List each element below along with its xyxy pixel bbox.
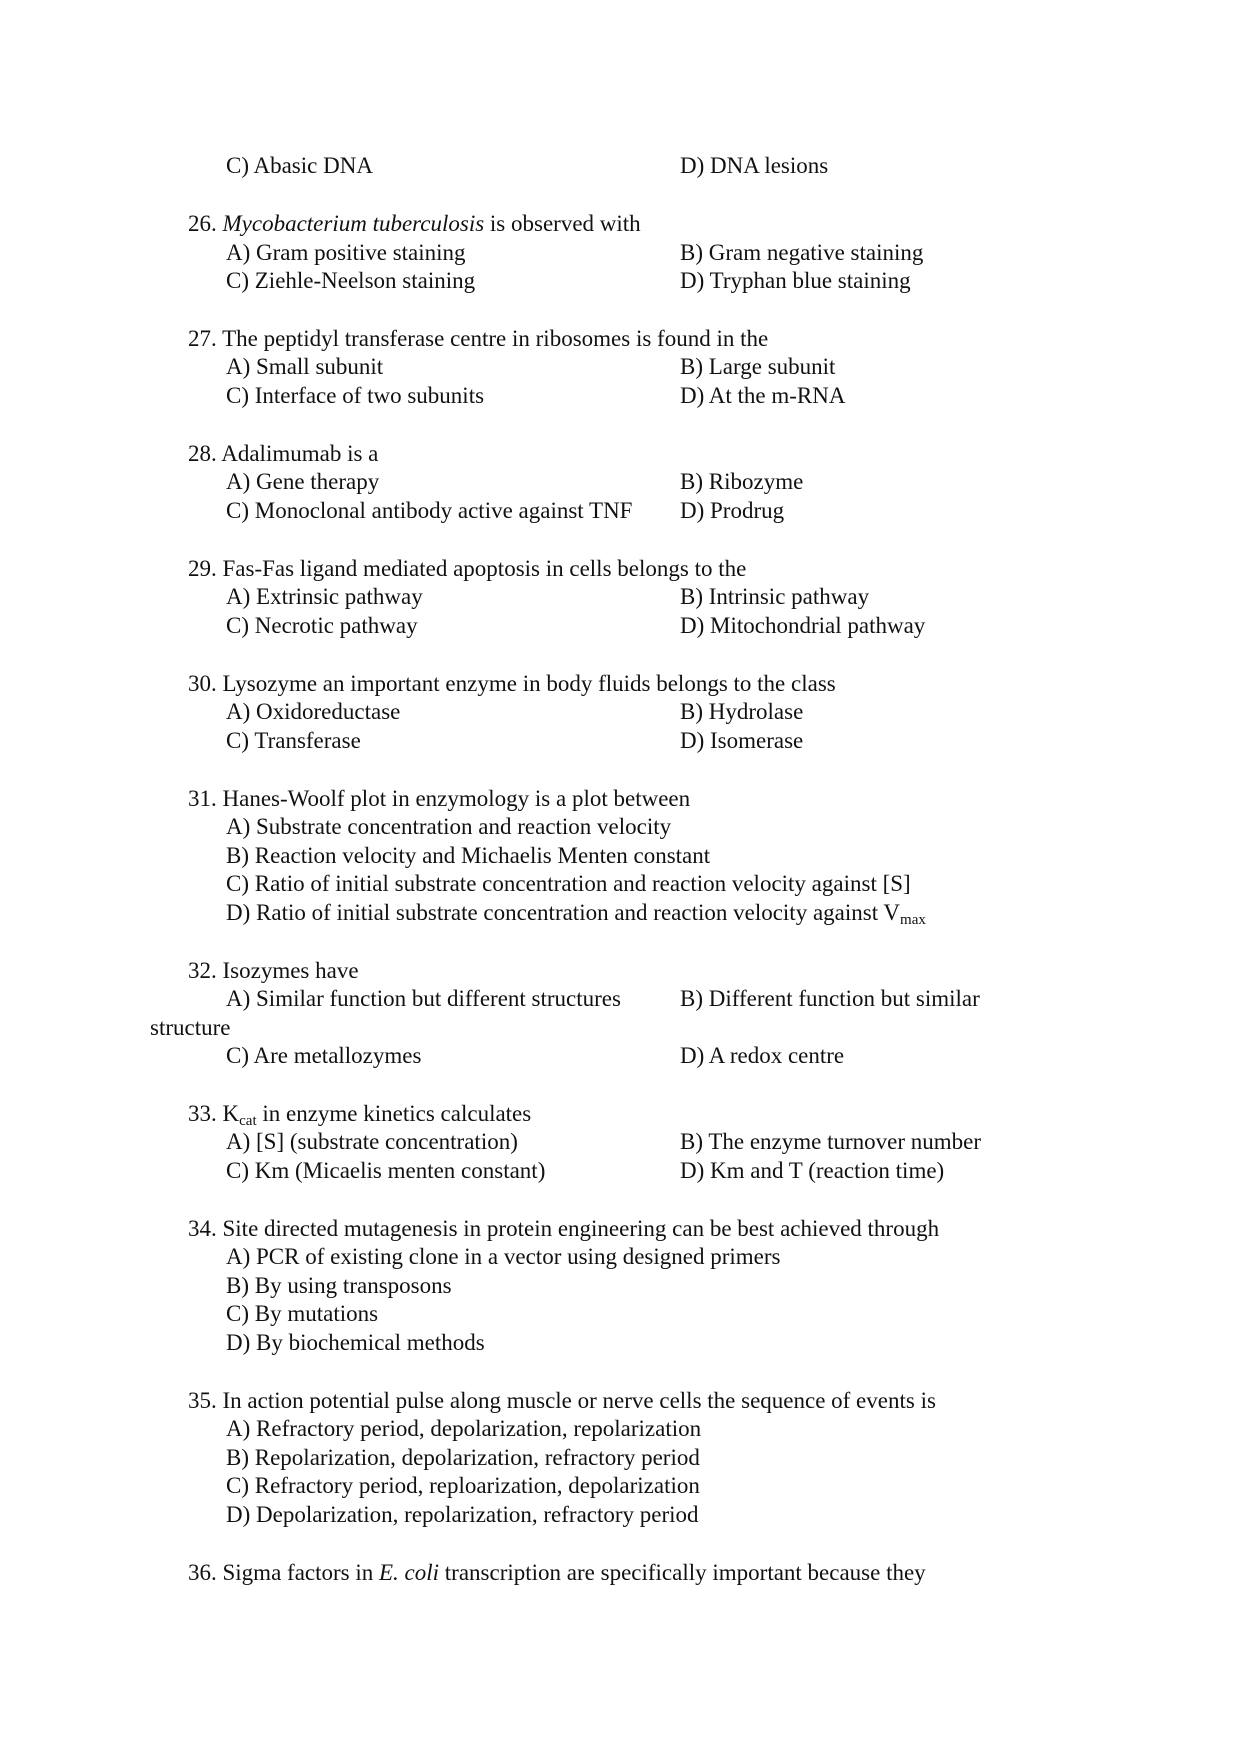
q35-option-a: A) Refractory period, depolarization, repolarization xyxy=(226,1416,702,1441)
q31-option-a: A) Substrate concentration and reaction velocity xyxy=(226,814,672,839)
q34-option-a: A) PCR of existing clone in a vector using designed primers xyxy=(226,1244,781,1269)
q30-stem: 30. Lysozyme an important enzyme in body fluids belongs to the class xyxy=(188,671,836,696)
q33-option-a: A) [S] (substrate concentration) xyxy=(226,1129,518,1154)
q27-option-d: D) At the m-RNA xyxy=(680,383,846,408)
q31-stem: 31. Hanes-Woolf plot in enzymology is a plot between xyxy=(188,786,691,811)
q35-option-c: C) Refractory period, reploarization, depolarization xyxy=(226,1473,700,1498)
q32-option-b-wrap: structure xyxy=(150,1015,231,1040)
q32-option-b: B) Different function but similar xyxy=(680,986,980,1011)
q35-stem: 35. In action potential pulse along muscle or nerve cells the sequence of events is xyxy=(188,1388,936,1413)
q27-option-a: A) Small subunit xyxy=(226,354,384,379)
q31-option-d: D) Ratio of initial substrate concentration and reaction velocity against $V_{max}$ xyxy=(226,900,926,928)
q28-option-c: C) Monoclonal antibody active against TNF xyxy=(226,498,633,523)
q26-stem: 26. Mycobacterium tuberculosis is observed with xyxy=(188,211,641,236)
q31-option-c: C) Ratio of initial substrate concentration and reaction velocity against [S] xyxy=(226,871,911,896)
q27-option-c: C) Interface of two subunits xyxy=(226,383,485,408)
q25-option-d: D) DNA lesions xyxy=(680,153,829,178)
q33-option-d: D) Km and T (reaction time) xyxy=(680,1158,945,1183)
q26-option-c: C) Ziehle-Neelson staining xyxy=(226,268,476,293)
q32-stem: 32. Isozymes have xyxy=(188,958,359,983)
q34-option-d: D) By biochemical methods xyxy=(226,1330,485,1355)
q28-option-b: B) Ribozyme xyxy=(680,469,804,494)
q26-option-d: D) Tryphan blue staining xyxy=(680,268,911,293)
q27-stem: 27. The peptidyl transferase centre in ribosomes is found in the xyxy=(188,326,769,351)
q30-option-a: A) Oxidoreductase xyxy=(226,699,401,724)
q29-option-d: D) Mitochondrial pathway xyxy=(680,613,926,638)
q26-option-b: B) Gram negative staining xyxy=(680,240,924,265)
q34-option-b: B) By using transposons xyxy=(226,1273,452,1298)
q29-option-b: B) Intrinsic pathway xyxy=(680,584,870,609)
q29-option-c: C) Necrotic pathway xyxy=(226,613,418,638)
q33-stem: 33. $K_{cat}$ in enzyme kinetics calculates xyxy=(188,1101,532,1129)
q29-option-a: A) Extrinsic pathway xyxy=(226,584,423,609)
q30-option-c: C) Transferase xyxy=(226,728,361,753)
q31-option-b: B) Reaction velocity and Michaelis Menten constant xyxy=(226,843,711,868)
q28-option-a: A) Gene therapy xyxy=(226,469,380,494)
q28-option-d: D) Prodrug xyxy=(680,498,785,523)
q35-option-b: B) Repolarization, depolarization, refractory period xyxy=(226,1445,700,1470)
q34-option-c: C) By mutations xyxy=(226,1301,379,1326)
q34-stem: 34. Site directed mutagenesis in protein engineering can be best achieved through xyxy=(188,1216,940,1241)
q35-option-d: D) Depolarization, repolarization, refractory period xyxy=(226,1502,699,1527)
q36-stem: 36. Sigma factors in E. coli transcription are specifically important because they xyxy=(188,1560,926,1585)
q33-option-c: C) Km (Micaelis menten constant) xyxy=(226,1158,546,1183)
q33-option-b: B) The enzyme turnover number xyxy=(680,1129,982,1154)
q26-option-a: A) Gram positive staining xyxy=(226,240,466,265)
q29-stem: 29. Fas-Fas ligand mediated apoptosis in cells belongs to the xyxy=(188,556,747,581)
q32-option-c: C) Are metallozymes xyxy=(226,1043,422,1068)
q30-option-d: D) Isomerase xyxy=(680,728,804,753)
q32-option-d: D) A redox centre xyxy=(680,1043,845,1068)
q32-option-a: A) Similar function but different structures xyxy=(226,986,621,1011)
q28-stem: 28. Adalimumab is a xyxy=(188,441,379,466)
q30-option-b: B) Hydrolase xyxy=(680,699,804,724)
q27-option-b: B) Large subunit xyxy=(680,354,836,379)
q25-option-c: C) Abasic DNA xyxy=(226,153,373,178)
